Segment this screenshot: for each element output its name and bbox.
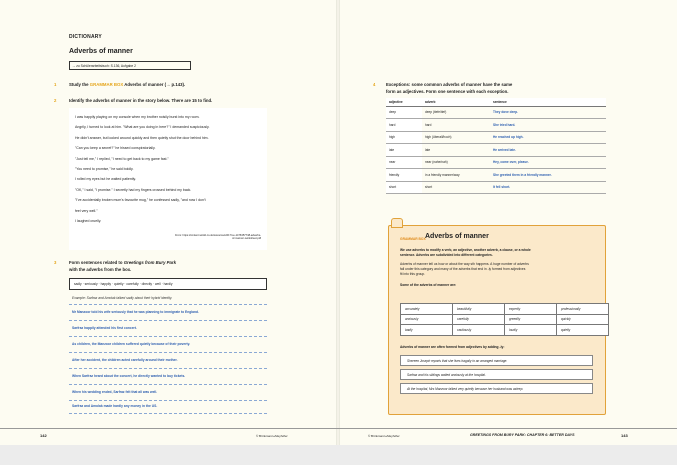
grammar-box-label: GRAMMAR BOX <box>400 237 426 241</box>
grammar-box-title: Adverbs of manner <box>425 233 489 240</box>
answer-line <box>69 368 267 369</box>
adverb-cell: anxiously <box>401 314 453 325</box>
answer-1[interactable]: Mr Manzoor told his wife seriously that he was planning to immigrate to England. <box>72 310 199 314</box>
answer-line <box>69 400 267 401</box>
answer-line <box>69 384 267 385</box>
exercise-4-instruction-line2: form as adjectives. Form one sentence with each exception. <box>386 89 509 94</box>
table-row <box>401 325 609 336</box>
table-cell-adverb: hard <box>422 119 490 132</box>
story-line: He didn't answer, but looked around quickly and then quietly shut the door behind him. <box>75 135 209 140</box>
grammar-example-sentence: Sarfraz and his siblings waited anxiously at the hospital. <box>400 369 593 380</box>
grammar-example-sentence: Shereen Joseph reports that she lives happily in an arranged marriage. <box>400 355 593 366</box>
table-row <box>401 314 609 325</box>
book-title: Greetings from Bury Park <box>123 260 176 265</box>
answer-2[interactable]: Sarfraz happily attended his first concert. <box>72 326 137 330</box>
footer-rule <box>0 428 677 429</box>
exercise-1-post: Adverbs of manner (→ p.143). <box>123 82 186 87</box>
table-cell-sentence[interactable]: She tried hard. <box>490 119 606 132</box>
story-line: I laughed cruelly. <box>75 219 102 224</box>
book-fold <box>336 0 340 445</box>
page-title: Adverbs of manner <box>69 48 133 55</box>
exercise-3-pre: Form sentences related to <box>69 260 124 265</box>
exceptions-table <box>386 98 606 194</box>
story-line: I rolled my eyes but he waited patiently. <box>75 177 137 182</box>
exercise-3-instruction-line2: with the adverbs from the box. <box>69 267 132 272</box>
grammar-para2-line: fall under this category and many of the adverbs that end in -ly formed from adjectives <box>400 267 526 271</box>
adverb-cell: quietly <box>557 325 609 336</box>
adverb-cell: carefully <box>453 314 505 325</box>
story-line: "Just tell me," I replied, "I need to get back to my game fast." <box>75 156 169 161</box>
table-row <box>401 304 609 315</box>
table-cell-sentence[interactable]: He arrived late. <box>490 144 606 157</box>
grammar-para2-line: Adverbs of manner tell us how or about the way sth happens. A huge number of adverbs <box>400 262 529 266</box>
adverbs-table <box>400 303 609 336</box>
workbook-reference: → zu Schülerarbeitsbuch: S.136, Aufgabe 2 <box>69 61 191 70</box>
table-cell-adjective: near <box>386 156 422 169</box>
exercise-2-instruction: Identify the adverbs of manner in the story below. There are 15 to find. <box>69 98 213 103</box>
running-footer: GREETINGS FROM BURY PARK: CHAPTER 6: BETTER DAYS <box>470 433 575 437</box>
table-row <box>386 169 606 182</box>
table-header-row <box>386 98 606 106</box>
page-number-left: 142 <box>40 433 47 438</box>
grammar-para2-line: fit into this group. <box>400 272 426 276</box>
table-cell-adverb: short <box>422 181 490 194</box>
story-source: From: https://content.twinkl.co.uk/resource/e0/17/t-e-1476357748-adverbs-of-manner-worksheet.pdf <box>175 234 261 241</box>
table-cell-adverb: near (nahe/nah) <box>422 156 490 169</box>
table-cell-adjective: short <box>386 181 422 194</box>
table-header: adjective <box>386 98 422 106</box>
answer-line <box>69 320 267 321</box>
answer-7[interactable]: Sarfraz and Amolak made hardly any money in the US. <box>72 404 158 408</box>
table-cell-adverb: high (überall/hoch) <box>422 131 490 144</box>
answer-line <box>69 304 267 305</box>
table-row <box>386 106 606 119</box>
adverb-cell: accurately <box>401 304 453 315</box>
adverb-cell: expertly <box>505 304 557 315</box>
story-line: "You need to promise," he said boldly. <box>75 167 134 172</box>
story-line: "I've accidentally broken mum's favourite mug," he confessed sadly, "and now I don't <box>75 198 206 203</box>
grammar-formed-intro: Adverbs of manner are often formed from adjectives by adding -ly: <box>400 345 505 349</box>
table-cell-sentence[interactable]: They dove deep. <box>490 106 606 119</box>
story-box <box>69 108 267 250</box>
story-line: "OK," I said, "I promise." I secretly had my fingers crossed behind my back. <box>75 187 192 192</box>
exercise-4-instruction-line1: Exceptions: some common adverbs of manner have the same <box>386 82 513 87</box>
adverb-cell: beautifully <box>453 304 505 315</box>
exercise-2-number: 2 <box>54 98 57 103</box>
grammar-example-sentence: At the hospital, Mrs Manzoor talked very quietly because her husband was asleep. <box>400 383 593 394</box>
table-row <box>386 131 606 144</box>
page-number-right: 143 <box>621 433 628 438</box>
table-cell-sentence[interactable]: It fell short. <box>490 181 606 194</box>
table-cell-sentence[interactable]: She greeted them in a friendly manner. <box>490 169 606 182</box>
table-header: adverb <box>422 98 490 106</box>
answer-line <box>69 336 267 337</box>
exercise-3-number: 3 <box>54 260 57 265</box>
answer-3[interactable]: As children, the Manzoor children suffered quietly because of their poverty. <box>72 342 191 346</box>
adverb-cell: professionally <box>557 304 609 315</box>
answer-line <box>69 413 267 414</box>
story-line: Angrily, I turned to look at him. "What are you doing in here?" I demanded suspiciously. <box>75 125 210 130</box>
adverb-cell: quickly <box>557 314 609 325</box>
table-cell-adjective: high <box>386 131 422 144</box>
answer-6[interactable]: When his wedding ended, Sarfraz felt that all was well. <box>72 390 158 394</box>
answer-4[interactable]: After her accident, the children acted carefully around their mother. <box>72 358 178 362</box>
publisher-left: © Brinkmann+Meyhöfer <box>256 434 288 438</box>
story-line: "Can you keep a secret?" he hissed conspiratorially. <box>75 146 156 151</box>
table-header: sentence <box>490 98 606 106</box>
word-box: sadly · seriously · happily · quietly · carefully · directly · well · hardly <box>69 278 267 290</box>
grammar-para1-line: sentence. Adverbs are subdivided into different categories. <box>400 253 493 257</box>
grammar-list-intro: Some of the adverbs of manner are: <box>400 283 457 287</box>
table-row <box>386 181 606 194</box>
table-cell-adjective: late <box>386 144 422 157</box>
table-cell-adverb: deep (tiefe/tief) <box>422 106 490 119</box>
table-row <box>386 144 606 157</box>
adverb-cell: cautiously <box>453 325 505 336</box>
story-line: I was happily playing on my console when my brother noisily burst into my room. <box>75 115 200 119</box>
adverb-cell: badly <box>401 325 453 336</box>
table-cell-adverb: late <box>422 144 490 157</box>
example-sentence: Example: Sarfraz and Amolak talked sadly about their hybrid identity. <box>72 296 173 300</box>
section-kicker: DICTIONARY <box>69 34 102 40</box>
adverb-cell: loudly <box>505 325 557 336</box>
table-row <box>386 119 606 132</box>
adverb-cell: greedily <box>505 314 557 325</box>
table-cell-adjective: friendly <box>386 169 422 182</box>
exercise-3-instruction-line1 <box>69 260 176 265</box>
table-cell-sentence[interactable]: Hey, come over, please. <box>490 156 606 169</box>
grammar-box-link[interactable]: GRAMMAR BOX <box>89 82 124 87</box>
publisher-right: © Brinkmann+Meyhöfer <box>368 434 400 438</box>
grammar-para1-line: We use adverbs to modify a verb, an adjective, another adverb, a clause, or a whole <box>400 248 531 252</box>
exercise-1-pre: Study the <box>69 82 90 87</box>
exercise-4-number: 4 <box>373 82 376 87</box>
exercise-1-instruction <box>69 82 185 87</box>
grammar-box-tab-icon <box>391 218 403 228</box>
background-strip <box>0 445 677 465</box>
table-cell-adverb: in a friendly manner/way <box>422 169 490 182</box>
table-cell-adjective: deep <box>386 106 422 119</box>
table-row <box>386 156 606 169</box>
answer-5[interactable]: When Sarfraz heard about the concert, he directly wanted to buy tickets. <box>72 374 186 378</box>
story-line: feel very well." <box>75 208 98 213</box>
answer-line <box>69 352 267 353</box>
table-cell-sentence[interactable]: He reached up high. <box>490 131 606 144</box>
exercise-1-number: 1 <box>54 82 57 87</box>
table-cell-adjective: hard <box>386 119 422 132</box>
